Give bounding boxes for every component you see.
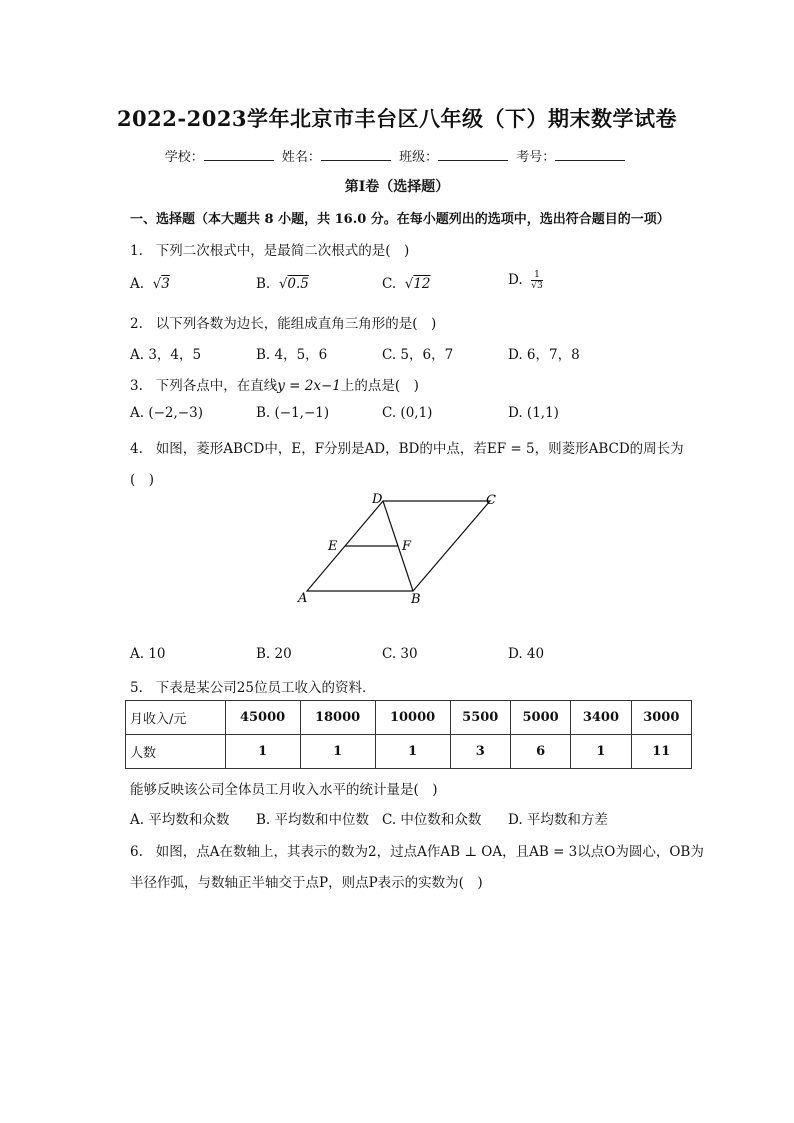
income-table	[125, 700, 692, 769]
label-d: D	[372, 492, 383, 507]
option-letter: D.	[508, 272, 523, 288]
q3-option-c: C. (0,1)	[382, 405, 433, 421]
q4-option-a: A. 10	[130, 646, 166, 662]
q1-option-d	[508, 270, 543, 291]
question-text: 下列二次根式中，是最简二次根式的是( )	[155, 243, 410, 259]
label-b: B	[411, 592, 421, 607]
student-info-line	[0, 146, 794, 165]
question-number: 2.	[130, 316, 143, 332]
question-4-line2: ( )	[130, 472, 155, 488]
table-cell: 11	[631, 735, 691, 769]
q1-option-b	[256, 276, 309, 292]
sqrt-expression: √0.5	[278, 276, 309, 292]
q2-option-b: B. 4，5，6	[256, 347, 328, 363]
option-letter: C.	[382, 276, 397, 292]
question-1	[130, 239, 409, 259]
table-cell: 3000	[631, 701, 691, 735]
q2-option-d: D. 6，7，8	[508, 347, 580, 363]
q3-option-b: B. (−1,−1)	[256, 405, 330, 421]
table-cell: 45000	[225, 701, 300, 735]
table-cell: 3	[450, 735, 510, 769]
q1-option-a	[130, 276, 170, 292]
option-letter: A.	[130, 276, 145, 292]
question-2	[130, 312, 436, 332]
table-cell: 1	[300, 735, 375, 769]
id-blank	[555, 148, 625, 161]
q1-option-c	[382, 276, 431, 292]
name-blank	[321, 148, 391, 161]
table-row	[126, 701, 692, 735]
table-cell: 1	[375, 735, 450, 769]
class-blank	[438, 148, 508, 161]
rhombus-figure	[290, 488, 520, 608]
table-header-cell: 月收入/元	[126, 701, 226, 735]
table-cell: 5000	[510, 701, 570, 735]
option-letter: B.	[256, 276, 271, 292]
label-e: E	[328, 539, 338, 554]
fraction-numerator: 1	[531, 270, 542, 281]
table-header-cell: 人数	[126, 735, 226, 769]
question-4	[130, 437, 684, 457]
label-c: C	[486, 493, 496, 508]
q2-option-c: C. 5，6，7	[382, 347, 454, 363]
radicand: 12	[413, 276, 431, 292]
q3-option-a: A. (−2,−3)	[130, 405, 203, 421]
q5-option-b: B. 平均数和中位数	[256, 812, 370, 828]
question-6	[130, 840, 704, 860]
id-label: 考号：	[516, 150, 556, 165]
question-text: 以下列各数为边长，能组成直角三角形的是( )	[155, 316, 437, 332]
question-5	[130, 676, 375, 696]
page-title: 2022-2023学年北京市丰台区八年级（下）期末数学试卷	[116, 106, 678, 131]
q5-option-a: A. 平均数和众数	[130, 812, 230, 828]
question-5-follow: 能够反映该公司全体员工月收入水平的统计量是( )	[130, 782, 438, 798]
sqrt-expression: √12	[404, 276, 431, 292]
question-text-tail: 上的点是( )	[340, 378, 419, 394]
question-text: 如图，点A在数轴上，其表示的数为2，过点A作AB ⊥ OA，且AB = 3以点O为圆心，OB为	[155, 844, 704, 860]
radicand: 3	[536, 281, 543, 291]
radicand: 3	[161, 276, 170, 292]
name-label: 姓名：	[281, 150, 321, 165]
fraction	[531, 270, 542, 291]
question-number: 4.	[130, 441, 143, 457]
q5-option-c: C. 中位数和众数	[382, 812, 482, 828]
question-text: 如图，菱形ABCD中，E，F分别是AD，BD的中点，若EF = 5，则菱形ABCD的周长为	[155, 441, 684, 457]
question-3	[130, 374, 419, 394]
q5-option-d: D. 平均数和方差	[508, 812, 608, 828]
question-number: 6.	[130, 844, 143, 860]
school-label: 学校：	[164, 150, 204, 165]
label-a: A	[298, 591, 308, 606]
table-cell: 18000	[300, 701, 375, 735]
radicand: 0.5	[287, 276, 309, 292]
question-number: 1.	[130, 243, 143, 259]
q3-option-d: D. (1,1)	[508, 405, 559, 421]
section-title: 第Ⅰ卷（选择题）	[344, 179, 450, 195]
question-number: 3.	[130, 378, 143, 394]
question-text: 下列各点中，在直线	[155, 378, 278, 394]
table-cell: 1	[225, 735, 300, 769]
q4-option-d: D. 40	[508, 646, 545, 662]
table-cell: 3400	[571, 701, 631, 735]
equation: y = 2x−1	[277, 378, 341, 394]
question-6-line2: 半径作弧，与数轴正半轴交于点P，则点P表示的实数为( )	[130, 875, 483, 891]
q2-option-a: A. 3，4，5	[130, 347, 202, 363]
question-number: 5.	[130, 680, 143, 696]
class-label: 班级：	[399, 150, 439, 165]
table-cell: 10000	[375, 701, 450, 735]
q4-option-c: C. 30	[382, 646, 418, 662]
table-cell: 6	[510, 735, 570, 769]
sqrt-expression: √3	[152, 276, 170, 292]
label-f: F	[402, 539, 412, 554]
school-blank	[204, 148, 274, 161]
table-cell: 1	[571, 735, 631, 769]
table-cell: 5500	[450, 701, 510, 735]
fraction-denominator: √3	[531, 281, 543, 291]
part1-heading: 一、选择题（本大题共 8 小题，共 16.0 分。在每小题列出的选项中，选出符合题目的一项）	[130, 212, 670, 227]
q4-option-b: B. 20	[256, 646, 292, 662]
table-row	[126, 735, 692, 769]
question-text: 下表是某公司25位员工收入的资料．	[155, 680, 376, 696]
